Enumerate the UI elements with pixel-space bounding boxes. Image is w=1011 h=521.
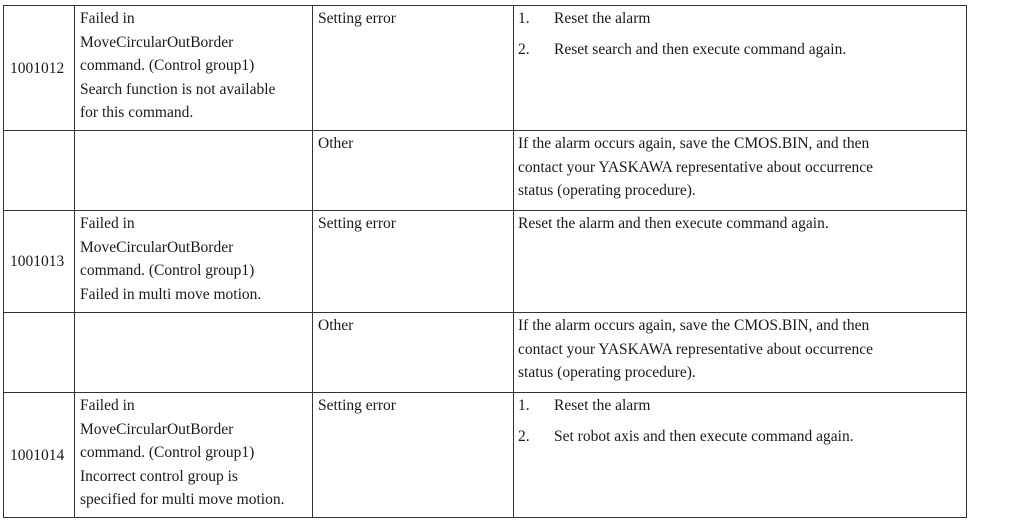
alarm-remedy — [514, 131, 967, 211]
alarm-code — [4, 313, 75, 393]
description-line: command. (Control group1) — [80, 444, 255, 461]
alarm-cause: Setting error — [313, 6, 514, 131]
table-row — [4, 6, 967, 131]
alarm-description — [75, 393, 313, 518]
alarm-remedy — [514, 211, 967, 313]
table-row — [4, 313, 967, 393]
description-line: MoveCircularOutBorder — [80, 420, 234, 438]
remedy-step — [518, 425, 963, 449]
description-line: command. (Control group1) — [80, 262, 255, 279]
description-line: Search function is not available — [80, 80, 276, 98]
description-line: Failed in — [80, 397, 135, 414]
alarm-cause: Setting error — [313, 393, 514, 518]
alarm-code — [4, 131, 75, 211]
step-number: 2. — [518, 427, 530, 445]
description-line: Incorrect control group is — [80, 467, 238, 485]
remedy-line: contact your YASKAWA representative about occurrence — [518, 340, 873, 358]
description-line: Failed in multi move motion. — [80, 285, 262, 303]
alarm-code: 1001013 — [4, 211, 75, 313]
step-text: Reset the alarm — [554, 10, 651, 27]
description-line: MoveCircularOutBorder — [80, 238, 234, 256]
step-number: 2. — [518, 40, 530, 58]
alarm-description — [75, 6, 313, 131]
alarm-cause: Setting error — [313, 211, 514, 313]
alarm-cause: Other — [313, 131, 514, 211]
remedy-step — [518, 7, 963, 31]
step-number: 1. — [518, 397, 530, 414]
description-line: command. (Control group1) — [80, 57, 255, 74]
alarm-description — [75, 131, 313, 211]
description-line: MoveCircularOutBorder — [80, 33, 234, 51]
description-line: for this command. — [80, 104, 194, 121]
step-text: Reset the alarm — [554, 397, 651, 414]
description-line: specified for multi move motion. — [80, 491, 285, 508]
remedy-list — [518, 7, 963, 61]
step-text: Reset search and then execute command again. — [554, 40, 847, 58]
remedy-list — [518, 394, 963, 448]
table-row — [4, 211, 967, 313]
remedy-line: status (operating procedure). — [518, 364, 696, 381]
alarm-remedy — [514, 313, 967, 393]
remedy-step — [518, 38, 963, 62]
remedy-step — [518, 394, 963, 418]
remedy-line: Reset the alarm and then execute command again. — [518, 215, 829, 232]
remedy-line: contact your YASKAWA representative about occurrence — [518, 158, 873, 176]
remedy-line: status (operating procedure). — [518, 182, 696, 199]
step-number: 1. — [518, 10, 530, 27]
remedy-line: If the alarm occurs again, save the CMOS.BIN, and then — [518, 135, 870, 152]
alarm-cause: Other — [313, 313, 514, 393]
description-line: Failed in — [80, 10, 135, 27]
remedy-line: If the alarm occurs again, save the CMOS.BIN, and then — [518, 317, 870, 334]
step-text: Set robot axis and then execute command again. — [554, 427, 854, 445]
table-row — [4, 131, 967, 211]
alarm-code: 1001014 — [4, 393, 75, 518]
alarm-code: 1001012 — [4, 6, 75, 131]
table-row — [4, 393, 967, 518]
alarm-description — [75, 211, 313, 313]
alarm-table — [3, 5, 967, 518]
description-line: Failed in — [80, 215, 135, 232]
alarm-remedy — [514, 393, 967, 518]
alarm-description — [75, 313, 313, 393]
alarm-remedy — [514, 6, 967, 131]
